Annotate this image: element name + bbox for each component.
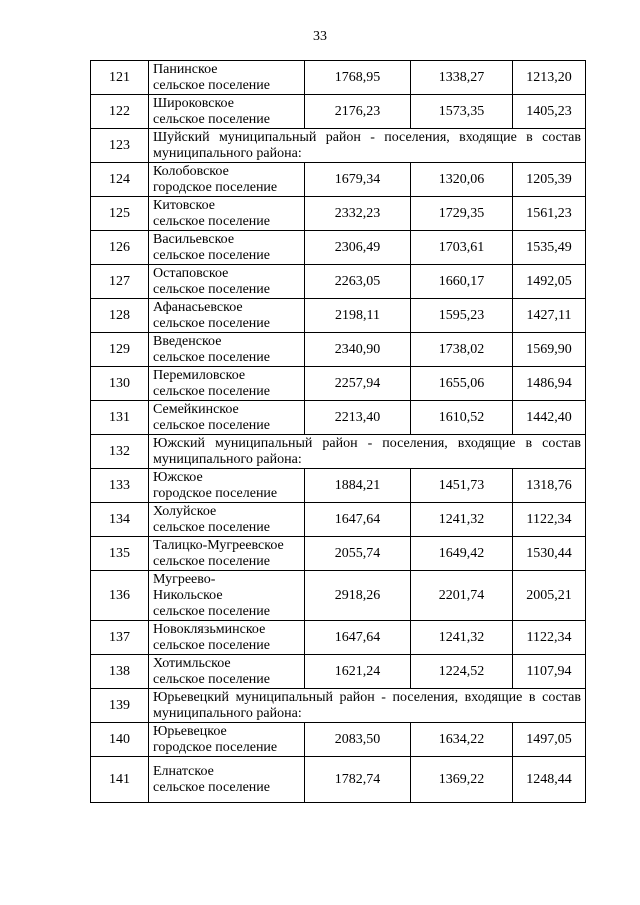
value-cell-3: 1486,94	[513, 367, 586, 401]
table-row	[91, 95, 586, 129]
settlement-name	[149, 333, 305, 367]
settlement-name	[149, 571, 305, 621]
value-cell-2: 1610,52	[411, 401, 513, 435]
row-number: 133	[91, 469, 149, 503]
settlement-name-line: Китовское	[153, 197, 215, 213]
table-row	[91, 757, 586, 803]
value-cell-1: 1782,74	[305, 757, 411, 803]
settlement-name-line: сельское поселение	[153, 281, 270, 297]
row-number: 135	[91, 537, 149, 571]
row-number: 130	[91, 367, 149, 401]
row-number: 141	[91, 757, 149, 803]
value-cell-1: 1679,34	[305, 163, 411, 197]
settlement-name	[149, 163, 305, 197]
value-cell-1: 2213,40	[305, 401, 411, 435]
settlement-name-line: Колобовское	[153, 163, 229, 179]
value-cell-3: 1442,40	[513, 401, 586, 435]
value-cell-3: 1535,49	[513, 231, 586, 265]
value-cell-3: 1569,90	[513, 333, 586, 367]
table-row	[91, 197, 586, 231]
value-cell-1: 2176,23	[305, 95, 411, 129]
row-number: 124	[91, 163, 149, 197]
value-cell-1: 2263,05	[305, 265, 411, 299]
value-cell-1: 2198,11	[305, 299, 411, 333]
value-cell-1: 2306,49	[305, 231, 411, 265]
row-number: 134	[91, 503, 149, 537]
value-cell-1: 2083,50	[305, 723, 411, 757]
settlement-name	[149, 621, 305, 655]
value-cell-3: 1497,05	[513, 723, 586, 757]
settlement-name-line: сельское поселение	[153, 77, 270, 93]
value-cell-3: 1122,34	[513, 621, 586, 655]
value-cell-1: 1621,24	[305, 655, 411, 689]
value-cell-1: 2257,94	[305, 367, 411, 401]
settlement-name	[149, 265, 305, 299]
settlement-name-line: Елнатское	[153, 763, 214, 779]
value-cell-1: 1647,64	[305, 503, 411, 537]
settlement-name	[149, 231, 305, 265]
settlement-name-line: Панинское	[153, 61, 218, 77]
value-cell-2: 1595,23	[411, 299, 513, 333]
settlement-name-line: городское поселение	[153, 485, 278, 501]
settlement-name-line: Южское	[153, 469, 203, 485]
settlement-name-line: городское поселение	[153, 179, 278, 195]
table-row	[91, 621, 586, 655]
value-cell-3: 1530,44	[513, 537, 586, 571]
row-number: 131	[91, 401, 149, 435]
settlement-name-line: Талицко-Мугреевское	[153, 537, 284, 553]
settlement-name-line: Никольское	[153, 587, 223, 603]
settlement-name-line: Юрьевецкое	[153, 723, 227, 739]
district-title: Шуйский муниципальный район - поселения, входящие в состав муниципального района:	[149, 129, 586, 163]
settlement-name	[149, 95, 305, 129]
settlement-name	[149, 503, 305, 537]
value-cell-2: 1320,06	[411, 163, 513, 197]
row-number: 140	[91, 723, 149, 757]
settlement-name-line: сельское поселение	[153, 671, 270, 687]
settlement-name-line: сельское поселение	[153, 383, 270, 399]
value-cell-1: 2918,26	[305, 571, 411, 621]
settlement-name-line: сельское поселение	[153, 213, 270, 229]
value-cell-1: 2340,90	[305, 333, 411, 367]
page-number: 33	[313, 29, 327, 44]
settlement-name-line: сельское поселение	[153, 417, 270, 433]
settlement-name	[149, 469, 305, 503]
row-number: 123	[91, 129, 149, 163]
row-number: 127	[91, 265, 149, 299]
row-number: 138	[91, 655, 149, 689]
value-cell-3: 1318,76	[513, 469, 586, 503]
settlement-name	[149, 299, 305, 333]
value-cell-2: 1655,06	[411, 367, 513, 401]
row-number: 136	[91, 571, 149, 621]
value-cell-3: 1213,20	[513, 61, 586, 95]
settlement-name-line: сельское поселение	[153, 779, 270, 795]
settlement-name-line: Перемиловское	[153, 367, 246, 383]
settlement-name	[149, 537, 305, 571]
row-number: 132	[91, 435, 149, 469]
value-cell-2: 2201,74	[411, 571, 513, 621]
settlement-name-line: Афанасьевское	[153, 299, 243, 315]
value-cell-1: 1884,21	[305, 469, 411, 503]
value-cell-3: 1248,44	[513, 757, 586, 803]
settlement-name	[149, 61, 305, 95]
value-cell-3: 2005,21	[513, 571, 586, 621]
settlement-name-line: сельское поселение	[153, 111, 270, 127]
table-row	[91, 537, 586, 571]
table-row	[91, 469, 586, 503]
table-row	[91, 163, 586, 197]
value-cell-3: 1492,05	[513, 265, 586, 299]
table-row	[91, 333, 586, 367]
settlement-name-line: Широковское	[153, 95, 234, 111]
table-row	[91, 503, 586, 537]
settlement-name-line: Васильевское	[153, 231, 235, 247]
settlement-name	[149, 367, 305, 401]
settlement-name-line: сельское поселение	[153, 247, 270, 263]
district-header-row	[91, 435, 586, 469]
settlement-name-line: сельское поселение	[153, 315, 270, 331]
table-row	[91, 723, 586, 757]
table-row	[91, 299, 586, 333]
value-cell-2: 1703,61	[411, 231, 513, 265]
value-cell-2: 1573,35	[411, 95, 513, 129]
settlement-name-line: Семейкинское	[153, 401, 239, 417]
table-row	[91, 655, 586, 689]
row-number: 126	[91, 231, 149, 265]
settlement-name-line: сельское поселение	[153, 553, 270, 569]
settlement-name-line: сельское поселение	[153, 519, 270, 535]
district-header-row	[91, 689, 586, 723]
settlement-name-line: городское поселение	[153, 739, 278, 755]
value-cell-2: 1241,32	[411, 503, 513, 537]
value-cell-3: 1427,11	[513, 299, 586, 333]
value-cell-2: 1738,02	[411, 333, 513, 367]
table-row	[91, 367, 586, 401]
row-number: 121	[91, 61, 149, 95]
table-row	[91, 401, 586, 435]
table-row	[91, 571, 586, 621]
settlement-name-line: Мугреево-	[153, 571, 216, 587]
settlement-name	[149, 723, 305, 757]
table-row	[91, 265, 586, 299]
value-cell-2: 1224,52	[411, 655, 513, 689]
settlement-name	[149, 401, 305, 435]
value-cell-2: 1660,17	[411, 265, 513, 299]
value-cell-2: 1241,32	[411, 621, 513, 655]
district-header-row	[91, 129, 586, 163]
value-cell-1: 2332,23	[305, 197, 411, 231]
district-title: Юрьевецкий муниципальный район - поселения, входящие в состав муниципального района:	[149, 689, 586, 723]
value-cell-3: 1561,23	[513, 197, 586, 231]
settlement-name-line: Хотимльское	[153, 655, 231, 671]
settlements-table	[90, 60, 586, 803]
district-title: Южский муниципальный район - поселения, входящие в состав муниципального района:	[149, 435, 586, 469]
table-body	[91, 61, 586, 803]
settlement-name-line: Холуйское	[153, 503, 217, 519]
row-number: 139	[91, 689, 149, 723]
row-number: 129	[91, 333, 149, 367]
value-cell-2: 1729,35	[411, 197, 513, 231]
settlement-name-line: Остаповское	[153, 265, 229, 281]
settlement-name-line: сельское поселение	[153, 349, 270, 365]
value-cell-1: 1647,64	[305, 621, 411, 655]
settlement-name-line: сельское поселение	[153, 637, 270, 653]
row-number: 128	[91, 299, 149, 333]
settlement-name-line: Введенское	[153, 333, 222, 349]
value-cell-3: 1405,23	[513, 95, 586, 129]
table-row	[91, 61, 586, 95]
row-number: 122	[91, 95, 149, 129]
value-cell-2: 1649,42	[411, 537, 513, 571]
settlement-name-line: сельское поселение	[153, 603, 270, 619]
value-cell-3: 1122,34	[513, 503, 586, 537]
row-number: 137	[91, 621, 149, 655]
settlement-name	[149, 655, 305, 689]
value-cell-1: 1768,95	[305, 61, 411, 95]
table-row	[91, 231, 586, 265]
value-cell-3: 1205,39	[513, 163, 586, 197]
value-cell-3: 1107,94	[513, 655, 586, 689]
settlement-name	[149, 757, 305, 803]
value-cell-2: 1338,27	[411, 61, 513, 95]
value-cell-2: 1369,22	[411, 757, 513, 803]
value-cell-1: 2055,74	[305, 537, 411, 571]
settlement-name	[149, 197, 305, 231]
value-cell-2: 1451,73	[411, 469, 513, 503]
row-number: 125	[91, 197, 149, 231]
settlement-name-line: Новоклязьминское	[153, 621, 266, 637]
value-cell-2: 1634,22	[411, 723, 513, 757]
